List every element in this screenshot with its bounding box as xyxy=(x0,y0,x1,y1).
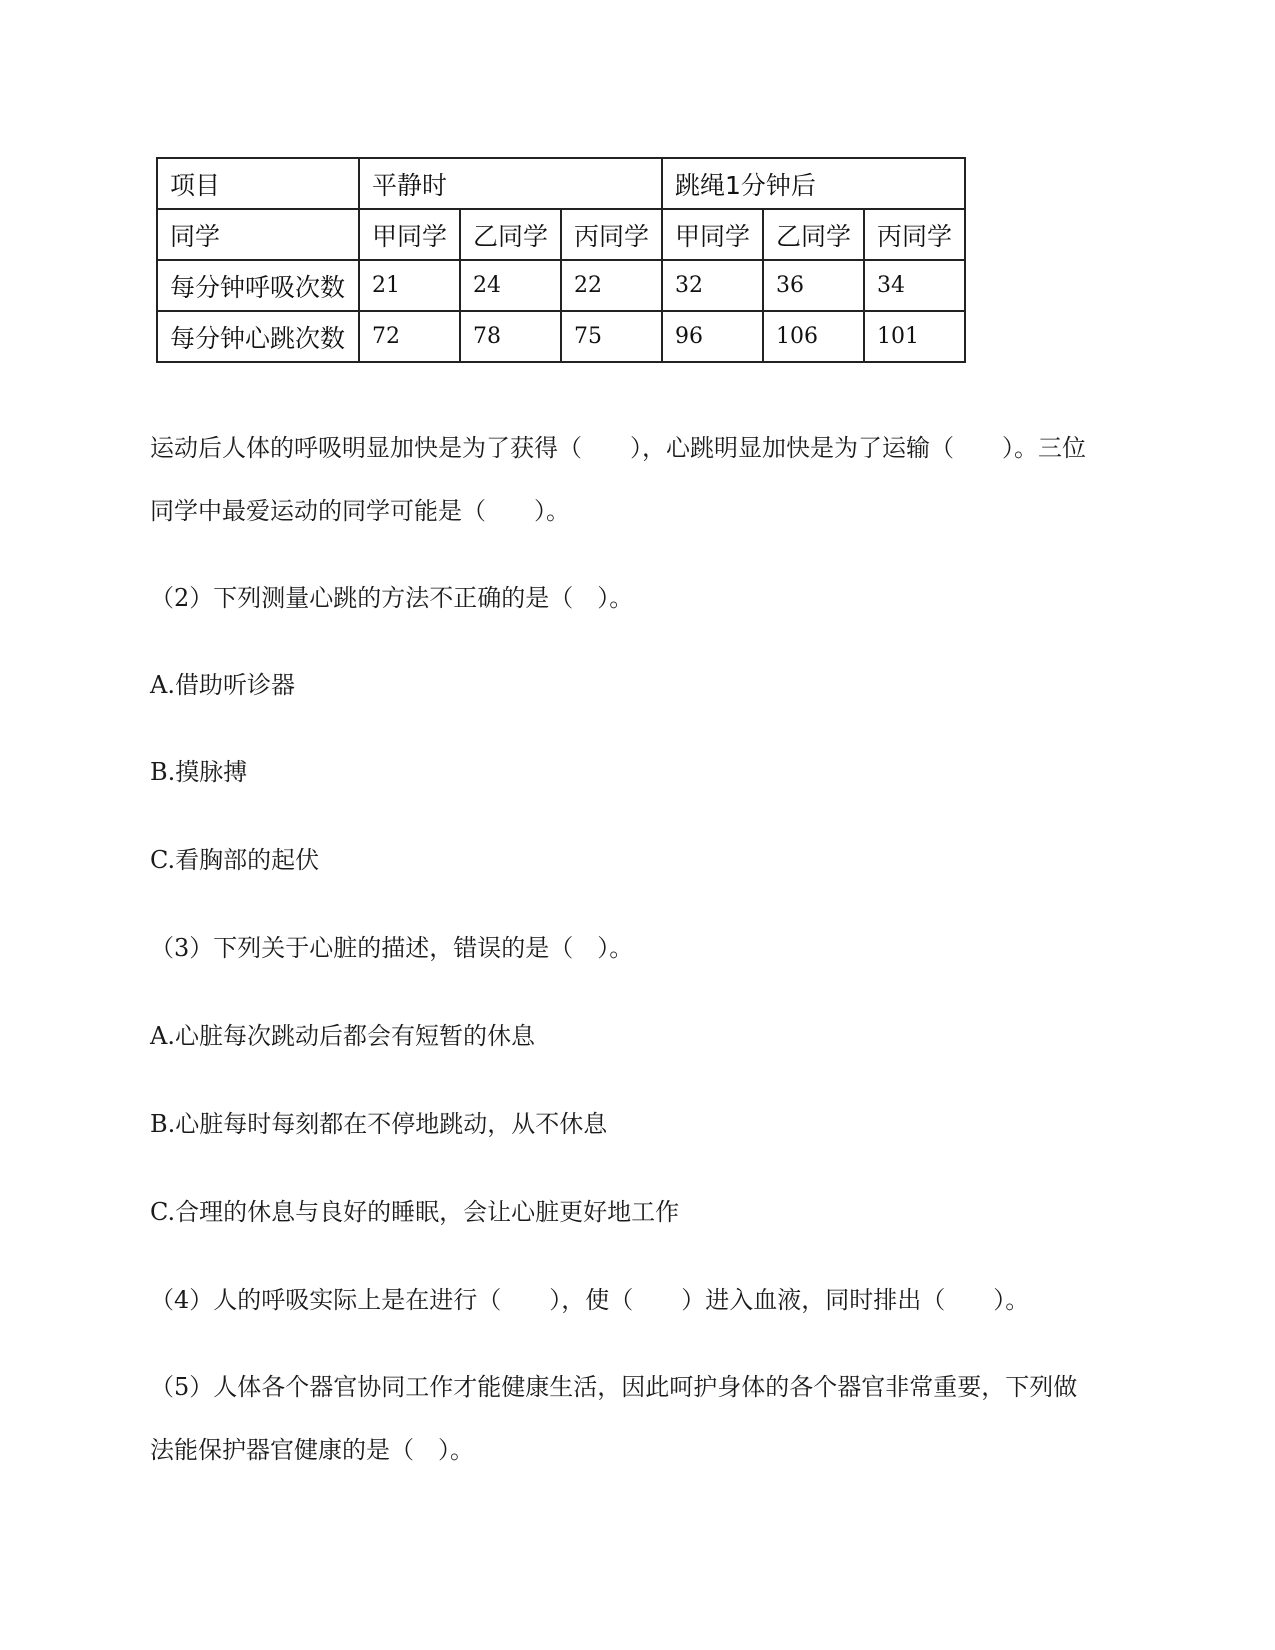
breath-value-cell: 36 xyxy=(763,260,864,311)
question-3: （3）下列关于心脏的描述，错误的是（ ）。 xyxy=(150,934,634,962)
header-exercise-cell: 跳绳1分钟后 xyxy=(662,158,965,209)
breath-value-cell: 32 xyxy=(662,260,763,311)
question-2-option-a: A.借助听诊器 xyxy=(150,671,295,699)
question-1-line-1: 运动后人体的呼吸明显加快是为了获得（ ），心跳明显加快是为了运输（ ）。三位 xyxy=(150,434,1086,462)
question-5-line-2: 法能保护器官健康的是（ ）。 xyxy=(150,1436,474,1464)
question-2-option-b: B.摸脉搏 xyxy=(150,758,248,786)
student-cell: 甲同学 xyxy=(359,209,460,260)
heartbeat-value-cell: 96 xyxy=(662,311,763,362)
heartbeat-value-cell: 75 xyxy=(561,311,662,362)
table-row xyxy=(157,158,965,209)
question-2: （2）下列测量心跳的方法不正确的是（ ）。 xyxy=(150,584,634,612)
header-calm-cell: 平静时 xyxy=(359,158,662,209)
heartbeat-label-cell: 每分钟心跳次数 xyxy=(157,311,359,362)
table-row xyxy=(157,260,965,311)
student-cell: 甲同学 xyxy=(662,209,763,260)
heartbeat-value-cell: 106 xyxy=(763,311,864,362)
question-5-line-1: （5）人体各个器官协同工作才能健康生活，因此呵护身体的各个器官非常重要，下列做 xyxy=(150,1373,1078,1401)
question-3-option-b: B.心脏每时每刻都在不停地跳动，从不休息 xyxy=(150,1110,608,1138)
breath-value-cell: 22 xyxy=(561,260,662,311)
header-item-cell: 项目 xyxy=(157,158,359,209)
question-2-option-c: C.看胸部的起伏 xyxy=(150,846,320,874)
heartbeat-value-cell: 78 xyxy=(460,311,561,362)
question-3-option-a: A.心脏每次跳动后都会有短暂的休息 xyxy=(150,1022,535,1050)
student-cell: 乙同学 xyxy=(460,209,561,260)
question-4: （4）人的呼吸实际上是在进行（ ），使（ ）进入血液，同时排出（ ）。 xyxy=(150,1286,1030,1314)
student-cell: 丙同学 xyxy=(864,209,965,260)
table-row xyxy=(157,209,965,260)
student-cell: 乙同学 xyxy=(763,209,864,260)
data-table xyxy=(156,157,966,363)
table-row xyxy=(157,311,965,362)
student-label-cell: 同学 xyxy=(157,209,359,260)
heartbeat-value-cell: 101 xyxy=(864,311,965,362)
breath-value-cell: 34 xyxy=(864,260,965,311)
breath-value-cell: 21 xyxy=(359,260,460,311)
student-cell: 丙同学 xyxy=(561,209,662,260)
breath-label-cell: 每分钟呼吸次数 xyxy=(157,260,359,311)
question-1-line-2: 同学中最爱运动的同学可能是（ ）。 xyxy=(150,497,570,525)
heartbeat-value-cell: 72 xyxy=(359,311,460,362)
breath-value-cell: 24 xyxy=(460,260,561,311)
question-3-option-c: C.合理的休息与良好的睡眠，会让心脏更好地工作 xyxy=(150,1198,680,1226)
